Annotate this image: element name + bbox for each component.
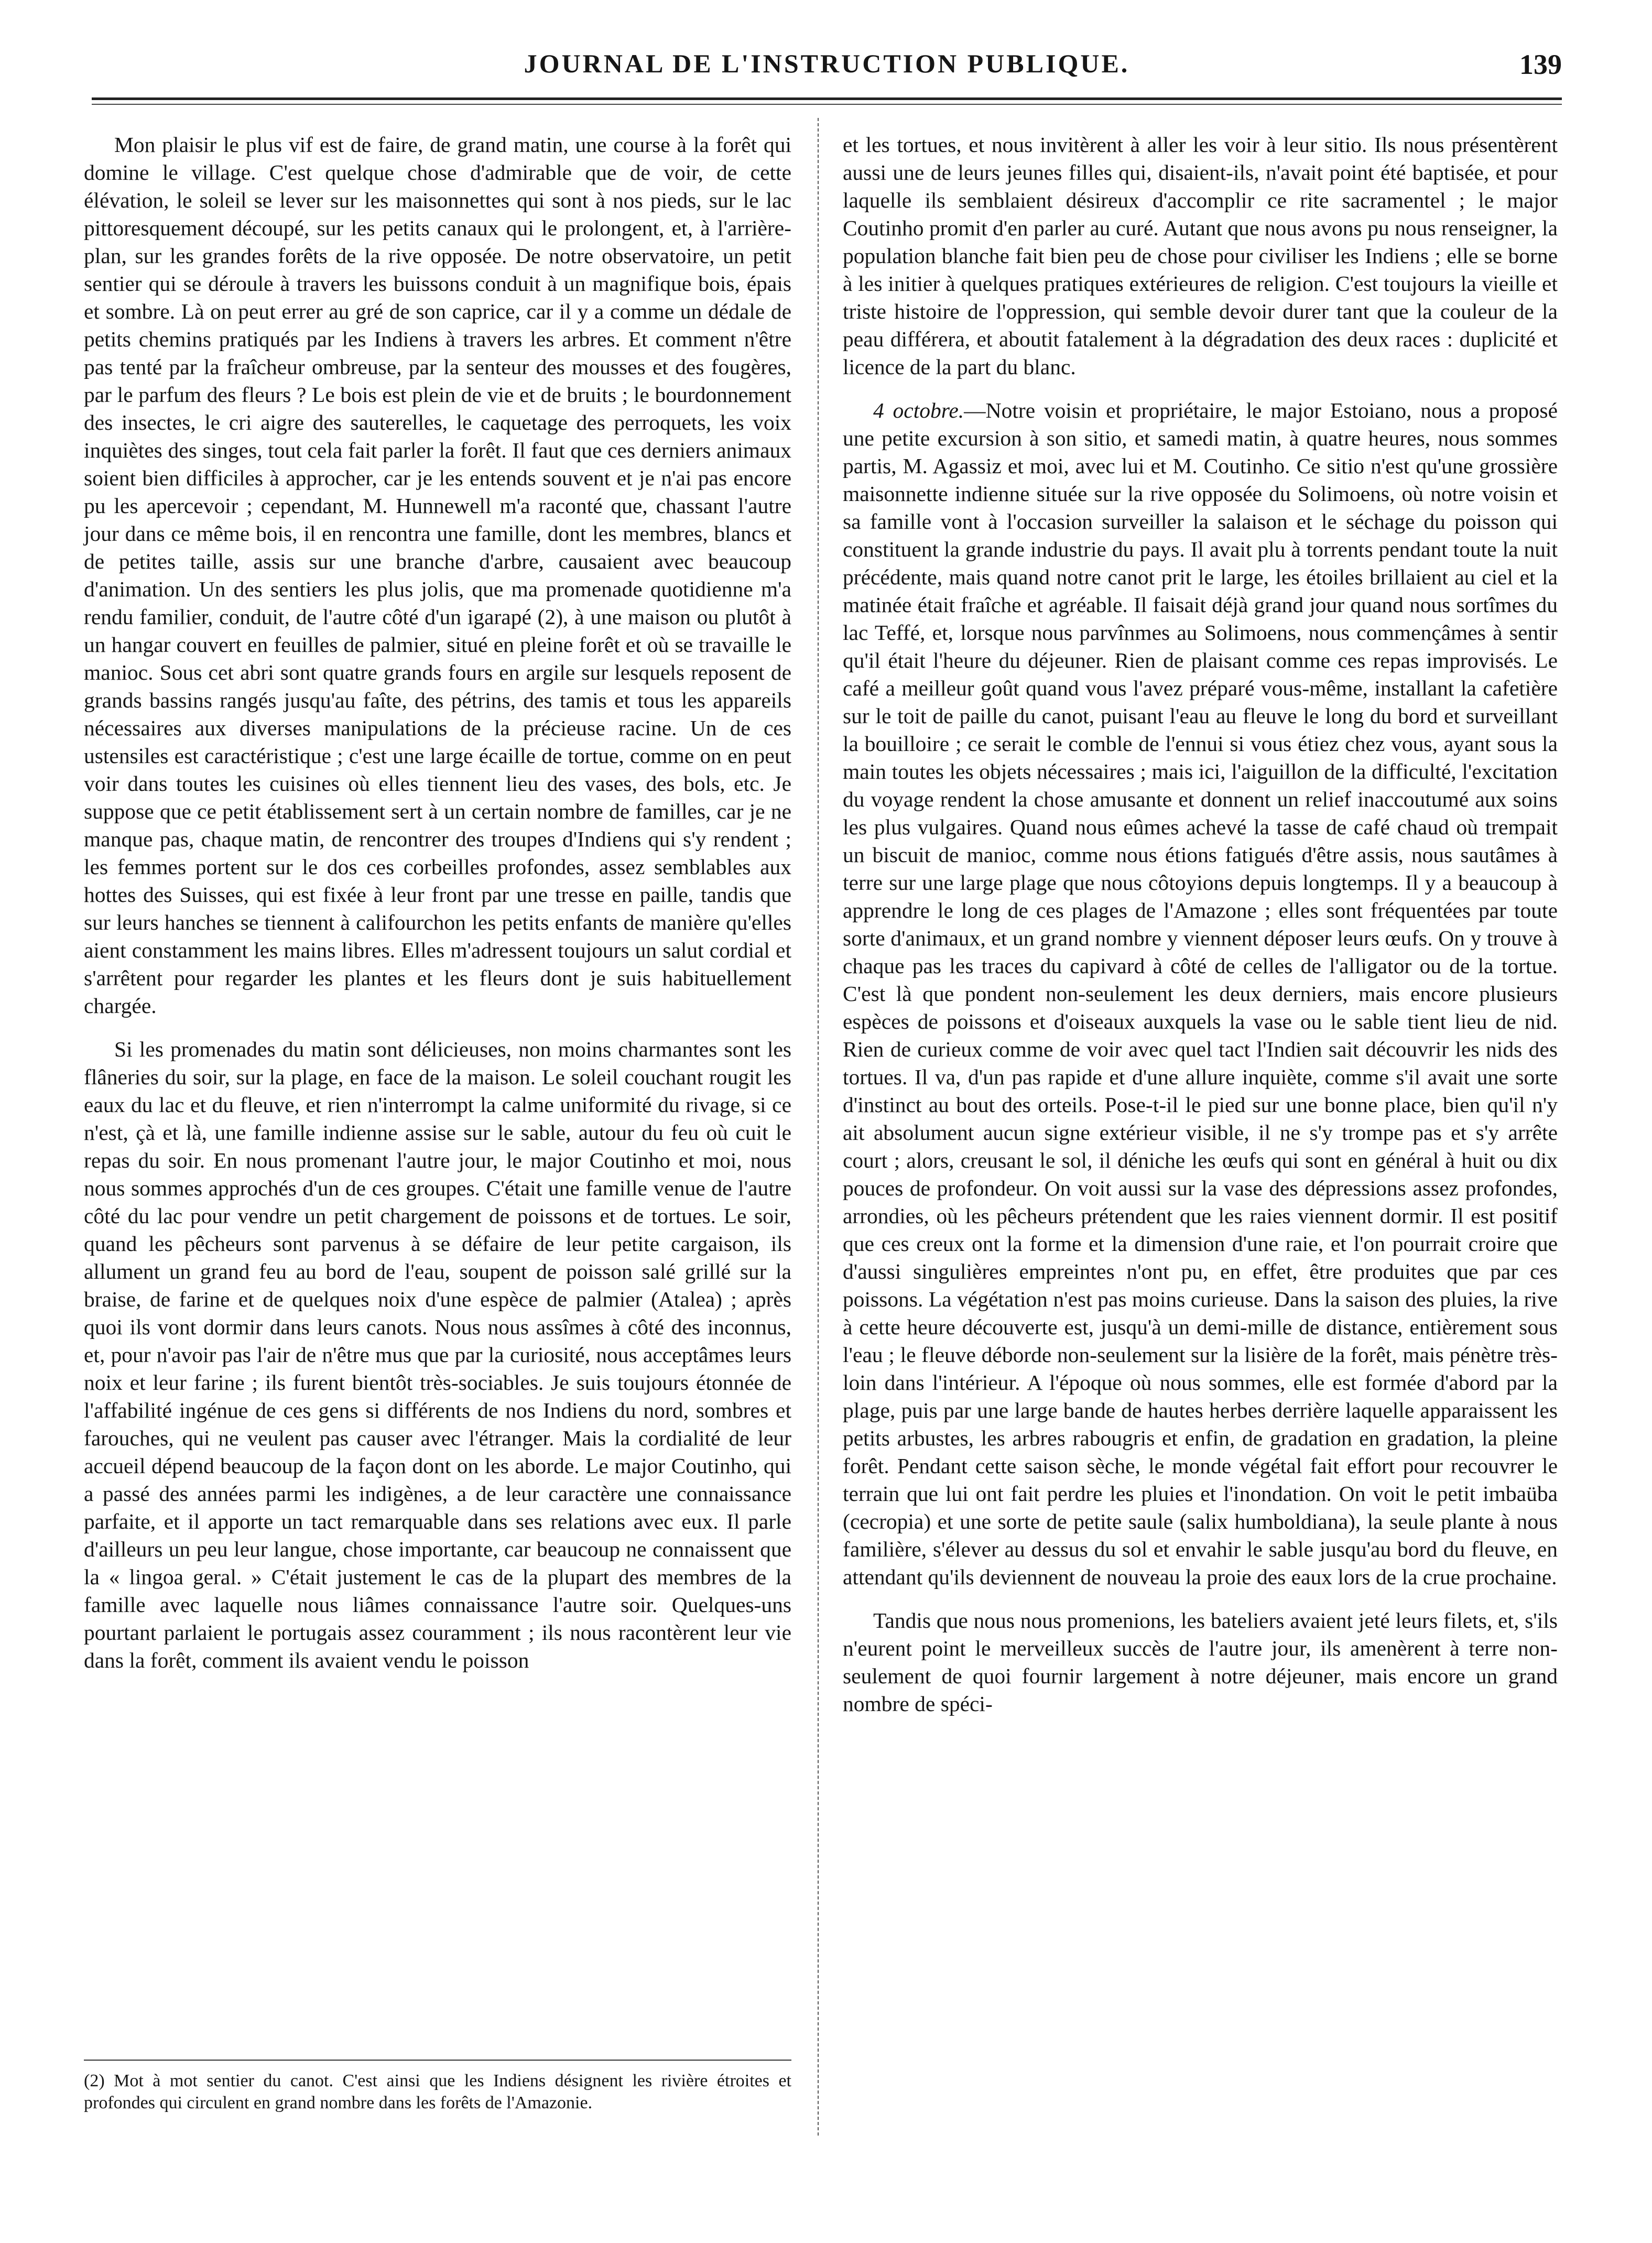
footnote: (2) Mot à mot sentier du canot. C'est ainsi que les Indiens désignent les rivière étroites et profondes qui circulent en grand nombre dans les forêts de l'Amazonie. xyxy=(84,2071,791,2113)
right-column xyxy=(843,131,1558,1718)
left-column xyxy=(84,131,791,1674)
entry-date: 4 octobre. xyxy=(873,398,964,422)
column-divider xyxy=(818,118,819,2136)
page-number: 139 xyxy=(1519,49,1562,80)
footnote-rule xyxy=(84,2060,791,2061)
header-rule xyxy=(92,97,1562,100)
right-paragraph-2-text: —Notre voisin et propriétaire, le major Estoiano, nous a proposé une petite excursion à son sitio, et samedi matin, à quatre heures, nous sommes partis, M. Agassiz et moi, avec lui et M. Coutinho. Ce sitio n'est qu'une grossière maisonnette indienne située sur la rive opposée du Solimoens, où notre voisin et sa famille vont à l'occasion surveiller la salaison et le séchage du poisson qui constituent la grande industrie du pays. Il avait plu à torrents pendant toute la nuit précédente, mais quand notre canot prit le large, les étoiles brillaient au ciel et la matinée était fraîche et agréable. Il faisait déjà grand jour quand nous sortîmes du lac Teffé, et, lorsque nous parvînmes au Solimoens, nous commençâmes à sentir qu'il était l'heure du déjeuner. Rien de plaisant comme ces repas improvisés. Le café a meilleur goût quand vous l'avez préparé vous-même, installant la cafetière sur le toit de paille du canot, puisant l'eau au fleuve le long du bord et surveillant la bouilloire ; ce serait le comble de l'ennui si vous étiez chez vous, ayant sous la main toutes les objets nécessaires ; mais ici, l'aiguillon de la difficulté, l'excitation du voyage rendent la chose amusante et donnent un relief inaccoutumé aux soins les plus vulgaires. Quand nous eûmes achevé la tasse de café chaud où trempait un biscuit de manioc, comme nous étions fatigués d'être assis, nous sautâmes à terre sur une large plage que nous côtoyions depuis longtemps. Il y a beaucoup à apprendre le long de ces plages de l'Amazone ; elles sont fréquentées par toute sorte d'animaux, et un grand nombre y viennent déposer leurs œufs. On y trouve à chaque pas les traces du capivard à côté de celles de l'alligator ou de la tortue. C'est là que pondent non-seulement les deux derniers, mais encore plusieurs espèces de poissons et d'oiseaux auxquels la vase ou le sable tient lieu de nid. Rien de curieux comme de voir avec quel tact l'Indien sait découvrir les nids des tortues. Il va, d'un pas rapide et d'une allure inquiète, comme s'il avait une sorte d'instinct au bout des orteils. Pose-t-il le pied sur une bonne place, bien qu'il n'y ait absolument aucun signe extérieur visible, il ne s'y trompe pas et s'y arrête court ; alors, creusant le sol, il déniche les œufs qui sont en général à huit ou dix pouces de profondeur. On voit aussi sur la vase des dépressions assez profondes, arrondies, où les pêcheurs prétendent que les raies viennent dormir. Il est positif que ces creux ont la forme et la dimension d'une raie, et l'on pourrait croire que d'aussi singulières empreintes n'ont pu, en effet, être produites que par ces poissons. La végétation n'est pas moins curieuse. Dans la saison des pluies, la rive à cette heure découverte est, jusqu'à un demi-mille de distance, entièrement sous l'eau ; le fleuve déborde non-seulement sur la lisière de la forêt, mais pénètre très-loin dans l'intérieur. A l'époque où nous sommes, elle est formée d'abord par la plage, puis par une large bande de hautes herbes derrière laquelle apparaissent les petits arbustes, les arbres rabougris et enfin, de gradation en gradation, la pleine forêt. Pendant cette saison sèche, le monde végétal fait effort pour recouvrer le terrain que lui ont fait perdre les pluies et l'inondation. On voit le petit imbaüba (cecropia) et une sorte de petite saule (salix humboldiana), la seule plante à nous familière, s'élever au dessus du sol et envahir le sable jusqu'au bord du fleuve, en attendant qu'ils deviennent de nouveau la proie des eaux lors de la crue prochaine. xyxy=(843,398,1558,1589)
left-paragraph-1: Mon plaisir le plus vif est de faire, de grand matin, une course à la forêt qui domine le village. C'est quelque chose d'admirable que de voir, de cette élévation, le soleil se lever sur les maisonnettes qui sont à nos pieds, sur le lac pittoresquement découpé, sur les petits canaux qui le prolongent, et, à l'arrière-plan, sur les grandes forêts de la rive opposée. De notre observatoire, un petit sentier qui se déroule à travers les buissons conduit à un magnifique bois, épais et sombre. Là on peut errer au gré de son caprice, car il y a comme un dédale de petits chemins pratiqués par les Indiens à travers les arbres. Et comment n'être pas tenté par la fraîcheur ombreuse, par la senteur des mousses et des fougères, par le parfum des fleurs ? Le bois est plein de vie et de bruits ; le bourdonnement des insectes, le cri aigre des sauterelles, le caquetage des perroquets, les voix inquiètes des singes, tout cela fait parler la forêt. Il faut que ces derniers animaux soient bien difficiles à approcher, car je les entends souvent et je n'ai pas encore pu les apercevoir ; cependant, M. Hunnewell m'a raconté que, chassant l'autre jour dans ce même bois, il en rencontra une famille, dont les membres, blancs et de petites taille, assis sur une branche d'arbre, causaient avec beaucoup d'animation. Un des sentiers les plus jolis, que ma promenade quotidienne m'a rendu familier, conduit, de l'autre côté d'un igarapé (2), à une maison ou plutôt à un hangar couvert en feuilles de palmier, situé en pleine forêt et où se travaille le manioc. Sous cet abri sont quatre grands fours en argile sur lesquels reposent de grands bassins rangés jusqu'au faîte, des pétrins, des tamis et tous les appareils nécessaires aux diverses manipulations de la précieuse racine. Un de ces ustensiles est caractéristique ; c'est une large écaille de tortue, comme on en peut voir dans toutes les cuisines où elles tiennent lieu des vases, des bols, etc. Je suppose que ce petit établissement sert à un certain nombre de familles, car je ne manque pas, chaque matin, de rencontrer des troupes d'Indiens qui s'y rendent ; les femmes portent sur le dos ces corbeilles profondes, assez semblables aux hottes des Suisses, qui est fixée à leur front par une tresse en paille, tandis que sur leurs hanches se tiennent à califourchon les petits enfants de manière qu'elles aient constamment les mains libres. Elles m'adressent toujours un salut cordial et s'arrêtent pour regarder les plantes et les fleurs dont je suis habituellement chargée. xyxy=(84,133,791,1018)
page-header xyxy=(92,48,1562,101)
header-rule-thin xyxy=(92,104,1562,105)
right-paragraph-3: Tandis que nous nous promenions, les bateliers avaient jeté leurs filets, et, s'ils n'eurent point le merveilleux succès de l'autre jour, ils amenèrent à terre non-seulement de quoi fournir largement à notre déjeuner, mais encore un grand nombre de spéci- xyxy=(843,1608,1558,1716)
right-paragraph-2 xyxy=(843,397,1558,1591)
right-paragraph-1: et les tortues, et nous invitèrent à aller les voir à leur sitio. Ils nous présentèrent aussi une de leurs jeunes filles qui, disaient-ils, n'avait point été baptisée, et pour laquelle ils semblaient désireux d'accomplir ce rite sacramentel ; le major Coutinho promit d'en parler au curé. Autant que nous avons pu nous renseigner, la population blanche fait bien peu de chose pour civiliser les Indiens ; elle se borne à les initier à quelques pratiques extérieures de religion. C'est toujours la vieille et triste histoire de l'oppression, qui semble devoir durer tant que la couleur de la peau différera, et aboutit fatalement à la dégradation des deux races : duplicité et licence de la part du blanc. xyxy=(843,133,1558,379)
left-paragraph-2: Si les promenades du matin sont délicieuses, non moins charmantes sont les flâneries du soir, sur la plage, en face de la maison. Le soleil couchant rougit les eaux du lac et du fleuve, et rien n'interrompt la calme uniformité du rivage, si ce n'est, çà et là, une famille indienne assise sur le sable, autour du feu où cuit le repas du soir. En nous promenant l'autre jour, le major Coutinho et moi, nous nous sommes approchés d'un de ces groupes. C'était une famille venue de l'autre côté du lac pour vendre un petit chargement de poissons et de tortues. Le soir, quand les pêcheurs sont parvenus à se défaire de leur petite cargaison, ils allument un grand feu au bord de l'eau, soupent de poisson salé grillé sur la braise, de farine et de quelques noix d'une espèce de palmier (Atalea) ; après quoi ils vont dormir dans leurs canots. Nous nous assîmes à côté des inconnus, et, pour n'avoir pas l'air de n'être mus que par la curiosité, nous acceptâmes leurs noix et leur farine ; ils furent bientôt très-sociables. Je suis toujours étonnée de l'affabilité ingénue de ces gens si différents de nos Indiens du nord, sombres et farouches, qui ne veulent pas causer avec l'étranger. Mais la cordialité de leur accueil dépend beaucoup de la façon dont on les aborde. Le major Coutinho, qui a passé des années parmi les indigènes, a de leur caractère une connaissance parfaite, et il apporte un tact remarquable dans ses relations avec eux. Il parle d'ailleurs un peu leur langue, chose importante, car beaucoup ne connaissent que la « lingoa geral. » C'était justement le cas de la plupart des membres de la famille avec laquelle nous liâmes connaissance l'autre soir. Quelques-uns pourtant parlaient le portugais assez couramment ; ils nous racontèrent leur vie dans la forêt, comment ils avaient vendu le poisson xyxy=(84,1037,791,1672)
journal-title: JOURNAL DE L'INSTRUCTION PUBLIQUE. xyxy=(524,49,1130,78)
